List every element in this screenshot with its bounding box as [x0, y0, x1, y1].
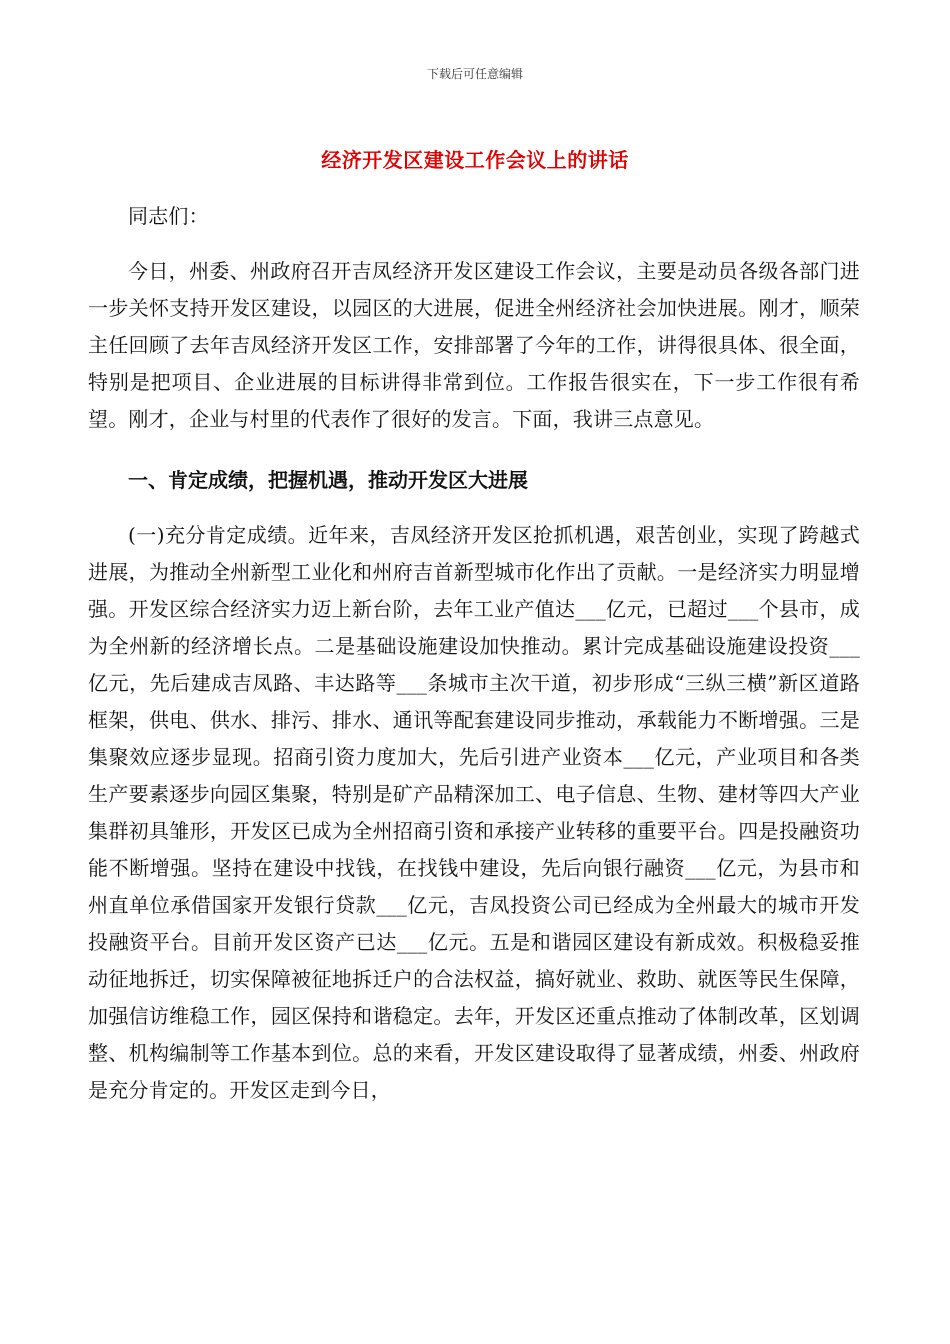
- paragraph-intro: 今日，州委、州政府召开吉凤经济开发区建设工作会议，主要是动员各级各部门进一步关怀支持开发区建设，以园区的大进展，促进全州经济社会加快进展。刚才，顺荣主任回顾了去年吉凤经济开发区工作，安排部署了今年的工作，讲得很具体、很全面，特别是把项目、企业进展的目标讲得非常到位。工作报告很实在，下一步工作很有希望。刚才，企业与村里的代表作了很好的发言。下面，我讲三点意见。: [88, 259, 860, 431]
- greeting: 同志们：: [128, 204, 209, 228]
- paragraph-achievements: (一)充分肯定成绩。近年来，吉凤经济开发区抢抓机遇，艰苦创业，实现了跨越式进展，为推动全州新型工业化和州府吉首新型城市化作出了贡献。一是经济实力明显增强。开发区综合经济实力迈上新台阶，去年工业产值达___亿元，已超过___个县市，成为全州新的经济增长点。二是基础设施建设加快推动。累计完成基础设施建设投资___亿元，先后建成吉凤路、丰达路等___条城市主次干道，初步形成“三纵三横”新区道路框架，供电、供水、排污、排水、通讯等配套建设同步推动，承载能力不断增强。三是集聚效应逐步显现。招商引资力度加大，先后引进产业资本___亿元，产业项目和各类生产要素逐步向园区集聚，特别是矿产品精深加工、电子信息、生物、建材等四大产业集群初具雏形，开发区已成为全州招商引资和承接产业转移的重要平台。四是投融资功能不断增强。坚持在建设中找钱，在找钱中建设，先后向银行融资___亿元，为县市和州直单位承借国家开发银行贷款___亿元，吉凤投资公司已经成为全州最大的城市开发投融资平台。目前开发区资产已达___亿元。五是和谐园区建设有新成效。积极稳妥推动征地拆迁，切实保障被征地拆迁户的合法权益，搞好就业、救助、就医等民生保障，加强信访维稳工作，园区保持和谐稳定。去年，开发区还重点推动了体制改革，区划调整、机构编制等工作基本到位。总的来看，开发区建设取得了显著成绩，州委、州政府是充分肯定的。开发区走到今日，: [88, 523, 860, 1102]
- section-heading-1: 一、肯定成绩，把握机遇，推动开发区大进展: [128, 468, 528, 492]
- document-body: [88, 198, 860, 1109]
- document-title: 经济开发区建设工作会议上的讲话: [321, 148, 629, 172]
- header-note: 下载后可任意编辑: [426, 67, 523, 81]
